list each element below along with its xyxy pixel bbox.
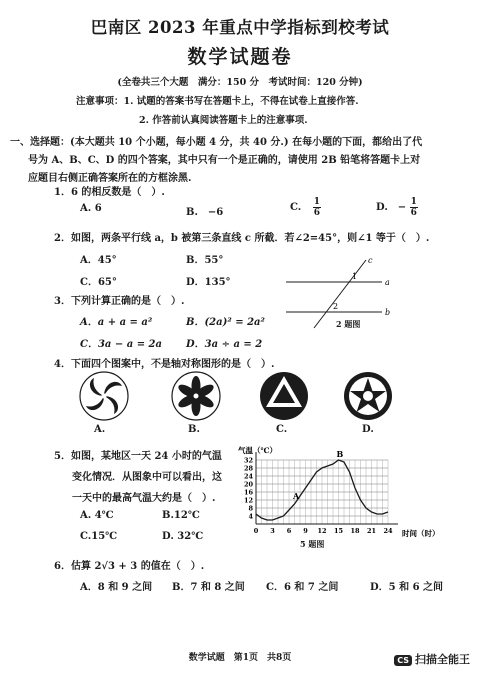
- y-tick-label: 4: [248, 512, 253, 521]
- x-tick-label: 6: [286, 527, 292, 535]
- q4-stem: 4．下面四个图案中，不是轴对称图形的是（ ）.: [54, 359, 275, 370]
- q2-option-b: B．55°: [186, 255, 224, 266]
- label-c: c: [368, 256, 373, 265]
- q5-stem-line-3: 一天中的最高气温大约是（ ）.: [72, 493, 216, 504]
- q2-figure-caption: 2 题图: [336, 319, 361, 329]
- q5-stem-line-2: 变化情况．从图象中可以看出，这: [72, 472, 222, 483]
- q6-option-d: D．5 和 6 之间: [370, 582, 444, 593]
- x-tick-label: 9: [303, 527, 308, 535]
- notice-line-2: 2. 作答前认真阅读答题卡上的注意事项.: [139, 115, 308, 126]
- q4-label-a: A.: [94, 424, 106, 435]
- q6-option-a: A．8 和 9 之间: [80, 582, 153, 593]
- q1-option-d: [376, 197, 418, 218]
- x-tick-label: 3: [270, 527, 275, 535]
- q6-stem: 6．估算 2√3 + 3 的值在（ ）.: [54, 561, 205, 572]
- q4-pattern-a: [78, 370, 130, 422]
- q2-option-a: A．45°: [80, 255, 117, 266]
- q3-stem: 3．下列计算正确的是（ ）.: [54, 296, 185, 307]
- scanner-app-name: 扫描全能王: [415, 653, 470, 666]
- temperature-chart: [236, 444, 446, 550]
- y-tick-label: 16: [243, 488, 253, 497]
- q1-option-a: A. 6: [80, 203, 102, 214]
- q4-label-b: B.: [188, 424, 200, 435]
- q3-option-a: A．a + a = a²: [80, 317, 153, 328]
- q4-pattern-c: [258, 370, 310, 422]
- y-tick-label: 24: [243, 472, 253, 481]
- transversal-c: [314, 260, 366, 328]
- q2-option-d: D．135°: [186, 277, 231, 288]
- chart-ticks: [244, 457, 393, 536]
- q1-c-fraction: [313, 197, 321, 218]
- section1-heading-1: 一、选择题：(本大题共 10 个小题，每小题 4 分，共 40 分.) 在每小题的下面，都给出了代: [10, 137, 423, 148]
- angle-1-label: 1: [352, 272, 358, 281]
- x-tick-label: 15: [333, 527, 344, 535]
- scanner-logo-icon: CS: [394, 655, 412, 666]
- exam-title: 巴南区 2023 年重点中学指标到校考试: [90, 18, 390, 37]
- label-b: b: [385, 308, 391, 317]
- y-tick-label: 8: [248, 504, 253, 513]
- y-tick-label: 12: [243, 496, 253, 505]
- q1-d-fraction: [410, 197, 418, 218]
- q1-option-b: B. −6: [186, 207, 224, 218]
- q5-stem-line-1: 5．如图，某地区一天 24 小时的气温: [54, 451, 222, 462]
- point-a-label: A: [293, 491, 300, 501]
- q3-option-b: B．(2a)² = 2a²: [186, 317, 265, 328]
- x-tick-label: 24: [383, 527, 393, 535]
- x-tick-label: 21: [366, 527, 377, 535]
- q2-stem: 2．如图，两条平行线 a，b 被第三条直线 c 所截．若∠2=45°，则∠1 等于（ ）.: [54, 233, 430, 244]
- y-tick-label: 20: [243, 480, 253, 489]
- q4-label-c: C.: [276, 424, 288, 435]
- q1-stem: 1．6 的相反数是（ ）.: [54, 187, 165, 198]
- x-tick-label: 12: [317, 527, 327, 535]
- q1-c-label: C.: [290, 202, 302, 213]
- q1-d-label: D. −: [376, 202, 407, 213]
- y-tick-label: 28: [243, 464, 253, 473]
- x-tick-label: 18: [350, 527, 360, 535]
- scanner-watermark: [394, 651, 470, 667]
- chart-xlabel: 时间（时）: [402, 529, 440, 538]
- chart-ylabel: 气温（℃）: [238, 446, 277, 455]
- chart-grid: [256, 460, 388, 524]
- q1-d-denominator: 6: [410, 208, 417, 218]
- x-tick-label: 0: [253, 527, 259, 535]
- q5-figure-caption: 5 题图: [300, 539, 325, 549]
- q4-pattern-d: [342, 370, 394, 422]
- section1-heading-2: 号为 A、B、C、D 的四个答案，其中只有一个是正确的，请使用 2B 铅笔将答题卡上对: [28, 155, 421, 166]
- q5-option-d: D. 32℃: [162, 531, 204, 542]
- q5-option-a: A. 4℃: [80, 510, 114, 521]
- exam-subtitle: 数学试题卷: [187, 46, 293, 68]
- q1-c-denominator: 6: [313, 208, 321, 218]
- q1-option-c: [290, 197, 321, 218]
- q4-label-d: D.: [362, 424, 374, 435]
- q4-pattern-b: [170, 370, 222, 422]
- q6-option-b: B．7 和 8 之间: [172, 582, 245, 593]
- q5-option-b: B.12℃: [162, 510, 200, 521]
- notice-line-1: 注意事项：1. 试题的答案书写在答题卡上，不得在试卷上直接作答.: [76, 96, 359, 107]
- exam-info: (全卷共三个大题 满分：150 分 考试时间：120 分钟): [117, 77, 363, 88]
- point-b-label: B: [336, 449, 344, 459]
- q3-option-c: C．3a − a = 2a: [80, 339, 162, 350]
- q2-option-c: C．65°: [80, 277, 117, 288]
- section1-heading-3: 应题目右侧正确答案所在的方框涂黑.: [28, 173, 192, 184]
- q5-option-c: C.15℃: [80, 531, 118, 542]
- angle-2-label: 2: [333, 302, 339, 311]
- page-footer: 数学试题 第1页 共8页: [188, 653, 292, 663]
- y-tick-label: 32: [243, 456, 253, 465]
- q6-option-c: C．6 和 7 之间: [266, 582, 339, 593]
- q1-c-numerator: 1: [313, 197, 321, 207]
- label-a: a: [385, 278, 390, 287]
- q1-d-numerator: 1: [410, 197, 417, 207]
- q3-option-d: D．3a ÷ a = 2: [186, 339, 263, 350]
